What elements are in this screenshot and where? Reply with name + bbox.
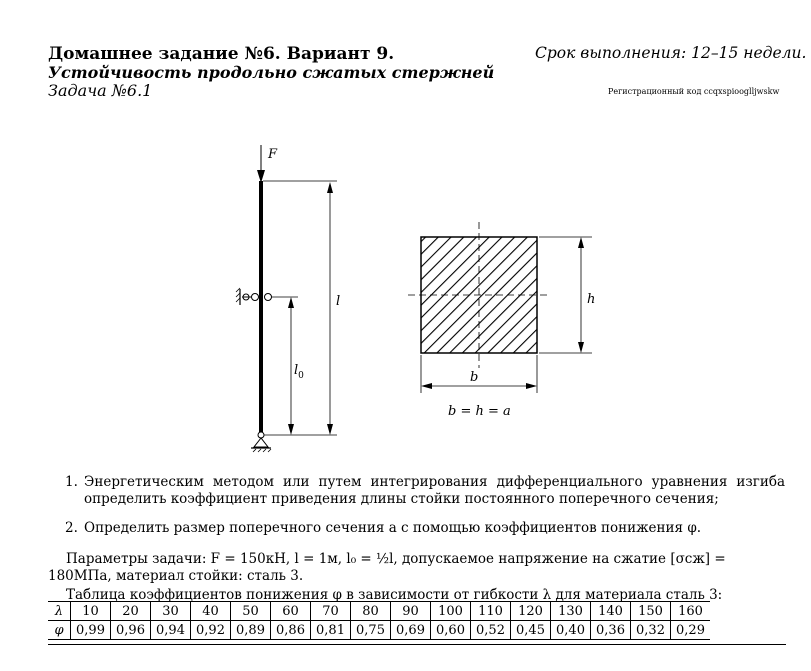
phi-cell: 0,75: [351, 621, 391, 640]
phi-cell: 0,69: [391, 621, 431, 640]
equality-label: b = h = a: [448, 404, 511, 419]
phi-table: [48, 601, 710, 640]
lambda-cell: 20: [111, 602, 151, 621]
lambda-cell: 120: [511, 602, 551, 621]
phi-cell: 0,81: [311, 621, 351, 640]
force-label: F: [268, 147, 278, 162]
phi-cell: 0,94: [151, 621, 191, 640]
phi-cell: 0,92: [191, 621, 231, 640]
row-head-lambda: λ: [48, 602, 71, 621]
lambda-cell: 100: [431, 602, 471, 621]
lambda-cell: 150: [631, 602, 671, 621]
lambda-cell: 90: [391, 602, 431, 621]
deadline: Срок выполнения: 12–15 недели.: [535, 44, 807, 62]
lambda-cell: 10: [71, 602, 111, 621]
phi-cell: 0,60: [431, 621, 471, 640]
phi-cell: 0,29: [671, 621, 711, 640]
lambda-cell: 30: [151, 602, 191, 621]
length-label: l: [336, 294, 341, 309]
task-parameters: Параметры задачи: F = 150кН, l = 1м, l₀ = ½l, допускаемое напряжение на сжатие [σсж] = 180МПа, материал стойки: сталь 3.: [48, 551, 726, 584]
l0-label: $l_0$: [294, 363, 304, 381]
row-head-phi: φ: [48, 621, 71, 640]
phi-cell: 0,52: [471, 621, 511, 640]
lambda-cell: 50: [231, 602, 271, 621]
lambda-cell: 80: [351, 602, 391, 621]
item-2: 2. Определить размер поперечного сечения a с помощью коэффициентов понижения φ.: [65, 520, 702, 536]
lambda-cell: 110: [471, 602, 511, 621]
phi-cell: 0,99: [71, 621, 111, 640]
phi-cell: 0,32: [631, 621, 671, 640]
item-1: 1. Энергетическим методом или путем интегрирования дифференциального уравнения изгиба определить коэффициент приведения длины стойки постоянного поперечного сечения;: [65, 474, 785, 507]
phi-cell: 0,40: [551, 621, 591, 640]
phi-cell: 0,86: [271, 621, 311, 640]
b-label: b: [470, 370, 479, 385]
lambda-cell: 160: [671, 602, 711, 621]
roller-right: [265, 294, 272, 301]
phi-cell: 0,45: [511, 621, 551, 640]
lambda-cell: 130: [551, 602, 591, 621]
roller-left: [252, 294, 259, 301]
lambda-cell: 60: [271, 602, 311, 621]
lambda-cell: 140: [591, 602, 631, 621]
registration-code: Регистрационный код ccqxspiooglljwskw: [608, 87, 780, 96]
doc-subtitle: Устойчивость продольно сжатых стержней: [48, 63, 495, 82]
lambda-cell: 40: [191, 602, 231, 621]
phi-cell: 0,36: [591, 621, 631, 640]
table-caption: Таблица коэффициентов понижения φ в зависимости от гибкости λ для материала сталь 3:: [66, 587, 723, 603]
phi-cell: 0,89: [231, 621, 271, 640]
bottom-rule: [48, 644, 786, 645]
pin-support: [258, 432, 264, 438]
lambda-cell: 70: [311, 602, 351, 621]
h-label: h: [587, 292, 596, 307]
phi-cell: 0,96: [111, 621, 151, 640]
task-label: Задача №6.1: [48, 81, 153, 100]
doc-title: Домашнее задание №6. Вариант 9.: [48, 44, 395, 64]
